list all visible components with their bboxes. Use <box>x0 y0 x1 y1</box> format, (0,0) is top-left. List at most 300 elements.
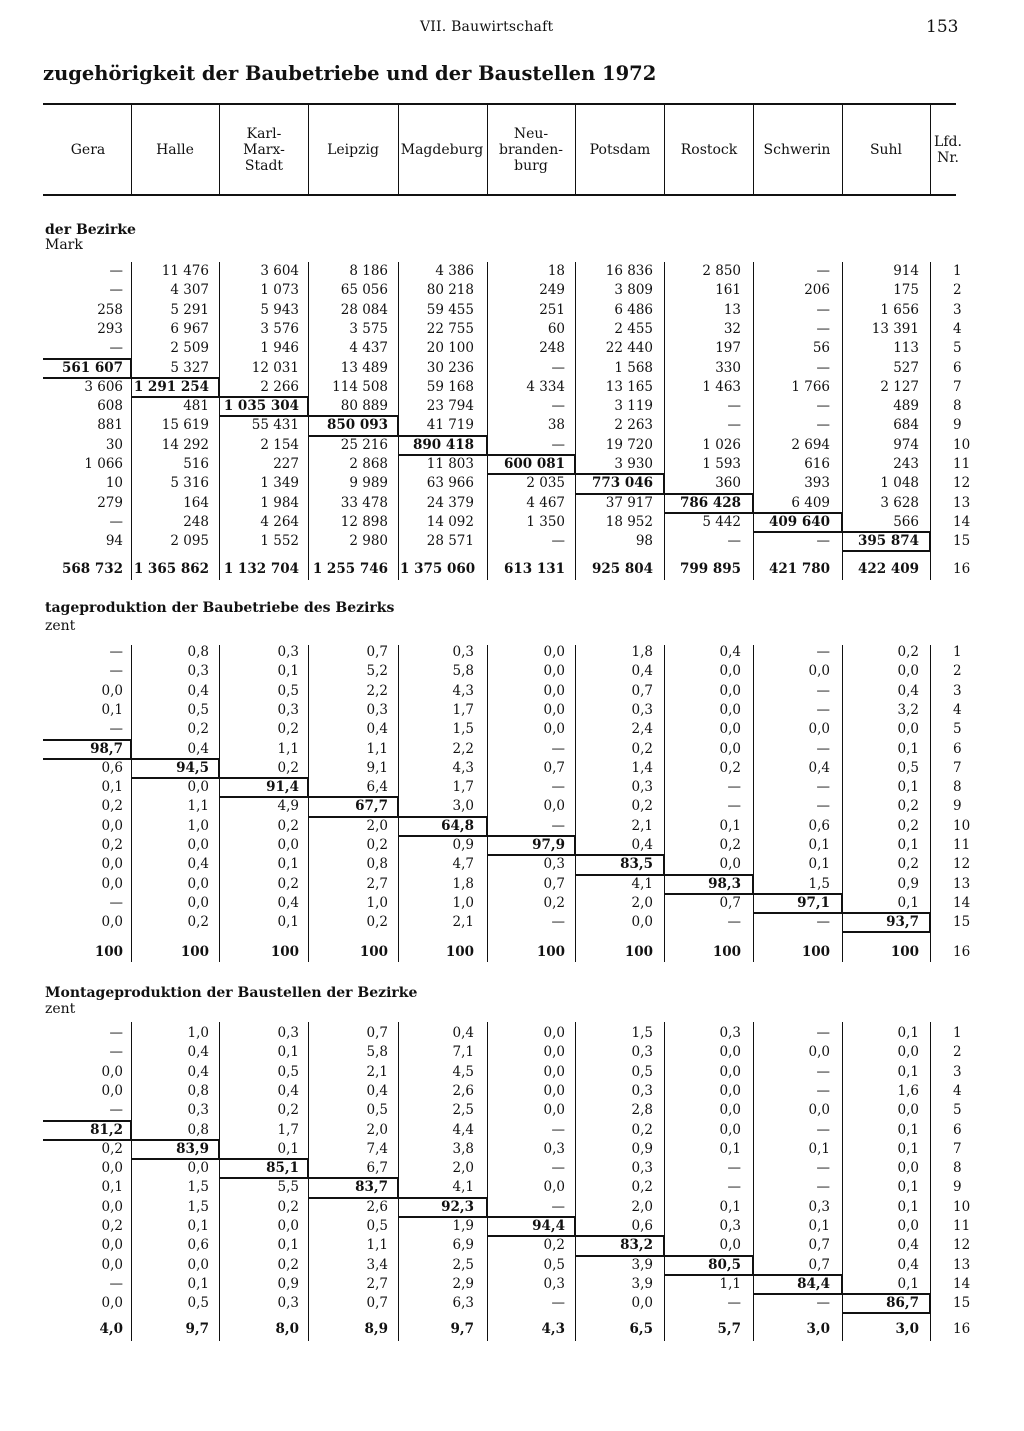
row-number: 3 <box>953 301 962 318</box>
column-header-gera <box>45 105 131 194</box>
table-cell: 94,5 <box>176 759 209 776</box>
table-cell: 1,5 <box>187 1179 209 1196</box>
table-cell: 1,5 <box>187 1198 209 1215</box>
table-cell: 0,0 <box>719 682 741 699</box>
table-cell: — <box>109 894 123 911</box>
row-number: 12 <box>953 1237 971 1254</box>
row-number: 16 <box>953 561 971 577</box>
table-cell: 0,0 <box>631 914 653 931</box>
total-cell: 100 <box>801 944 830 960</box>
table-cell: 1 349 <box>260 475 299 492</box>
row-number: 16 <box>953 944 971 960</box>
table-cell: 11 803 <box>426 456 474 472</box>
table-cell: 0,3 <box>631 1160 653 1177</box>
table-cell: — <box>816 1025 830 1041</box>
table-cell: 0,1 <box>719 817 741 834</box>
table-cell: 91,4 <box>266 779 299 796</box>
column-divider <box>487 262 488 580</box>
table-cell: — <box>816 682 830 699</box>
table-cell: 0,0 <box>101 1198 123 1215</box>
table-cell: 0,2 <box>101 1140 123 1157</box>
table-cell: 0,0 <box>543 798 565 815</box>
row-number: 14 <box>953 1275 971 1292</box>
column-header-halle <box>132 105 218 194</box>
table-cell: 0,6 <box>187 1237 209 1254</box>
column-header-neubrandenburg <box>488 105 574 194</box>
column-header-lfd-nr <box>928 105 968 194</box>
table-cell: — <box>816 1179 830 1196</box>
table-cell: 0,2 <box>897 856 919 873</box>
table-cell: 0,1 <box>897 837 919 853</box>
table-cell: 25 216 <box>340 436 388 453</box>
table-cell: 11 476 <box>161 263 209 279</box>
table-cell: 0,1 <box>101 1179 123 1196</box>
total-cell: 3,0 <box>895 1321 919 1337</box>
diagonal-highlight-box <box>842 912 931 933</box>
total-cell: 799 895 <box>679 561 741 577</box>
table-cell: 0,6 <box>808 817 830 834</box>
table-cell: 80 218 <box>426 282 474 299</box>
table-cell: 0,7 <box>366 1025 388 1041</box>
table-cell: 0,9 <box>631 1140 653 1157</box>
column-header-schwerin <box>754 105 840 194</box>
table-cell: 0,1 <box>277 1140 299 1157</box>
table-cell: 0,1 <box>897 1179 919 1196</box>
total-cell: 100 <box>712 944 741 960</box>
table-cell: 0,2 <box>543 894 565 911</box>
table-cell: 83,7 <box>355 1179 388 1196</box>
table-cell: 0,7 <box>631 682 653 699</box>
row-number: 12 <box>953 475 971 492</box>
section-title: Montageproduktion der Baustellen der Bezirke <box>45 985 418 1001</box>
table-cell: 0,2 <box>277 875 299 892</box>
table-cell: 30 <box>105 436 123 453</box>
table-cell: 0,0 <box>277 1218 299 1234</box>
diagonal-highlight-box <box>219 777 309 798</box>
table-cell: 0,3 <box>631 701 653 718</box>
table-cell: 0,2 <box>277 721 299 738</box>
table-cell: 23 794 <box>426 398 474 415</box>
table-cell: 1,0 <box>452 894 474 911</box>
table-cell: 0,1 <box>187 1275 209 1292</box>
table-cell: 3 119 <box>614 398 653 415</box>
table-cell: 0,1 <box>897 1025 919 1041</box>
table-cell: 4 307 <box>170 282 209 299</box>
row-number: 7 <box>953 759 962 776</box>
table-cell: 2,0 <box>366 1121 388 1138</box>
table-cell: 2,6 <box>366 1198 388 1215</box>
table-cell: 0,2 <box>101 798 123 815</box>
table-cell: 2,7 <box>366 875 388 892</box>
table-cell: — <box>551 1198 565 1215</box>
header-column-divider <box>664 105 665 194</box>
table-cell: 0,0 <box>719 1121 741 1138</box>
table-cell: 0,0 <box>543 721 565 738</box>
table-cell: 1 463 <box>702 378 741 395</box>
table-cell: 0,2 <box>543 1237 565 1254</box>
table-cell: 0,0 <box>101 1063 123 1080</box>
table-cell: 0,1 <box>897 1275 919 1292</box>
table-cell: 0,2 <box>897 644 919 660</box>
table-cell: — <box>816 263 830 279</box>
table-cell: 22 755 <box>426 320 474 337</box>
table-cell: — <box>109 282 123 299</box>
table-cell: 2 035 <box>526 475 565 492</box>
table-cell: 2 850 <box>702 263 741 279</box>
table-cell: 0,2 <box>719 837 741 853</box>
table-cell: 19 720 <box>605 436 653 453</box>
table-cell: — <box>816 359 830 376</box>
table-cell: — <box>727 533 741 550</box>
table-cell: 0,7 <box>543 759 565 776</box>
table-cell: 1 984 <box>260 494 299 511</box>
row-number: 6 <box>953 359 962 376</box>
table-cell: 6 967 <box>170 320 209 337</box>
table-cell: 14 292 <box>161 436 209 453</box>
table-cell: 2,0 <box>631 1198 653 1215</box>
total-cell: 1 132 704 <box>223 561 299 577</box>
table-cell: 2,2 <box>452 740 474 757</box>
table-cell: 22 440 <box>605 340 653 357</box>
row-number: 12 <box>953 856 971 873</box>
table-cell: 85,1 <box>266 1160 299 1177</box>
table-cell: 41 719 <box>426 417 474 434</box>
table-cell: 94 <box>105 533 123 550</box>
column-header-potsdam <box>577 105 663 194</box>
table-cell: 0,0 <box>543 663 565 680</box>
diagonal-highlight-box <box>398 1197 488 1218</box>
table-cell: 0,0 <box>543 682 565 699</box>
table-cell: 28 084 <box>340 301 388 318</box>
table-cell: 3 575 <box>349 320 388 337</box>
table-cell: 0,2 <box>631 1121 653 1138</box>
table-cell: 175 <box>893 282 919 299</box>
row-number: 13 <box>953 494 971 511</box>
diagonal-highlight-box <box>219 396 309 417</box>
table-cell: 4,1 <box>631 875 653 892</box>
diagonal-highlight-box <box>43 358 132 379</box>
table-cell: 786 428 <box>679 494 741 511</box>
column-header-label: Neu- branden- burg <box>498 125 563 174</box>
table-cell: 1 291 254 <box>133 378 209 395</box>
table-cell: 4,9 <box>277 798 299 815</box>
table-cell: — <box>551 533 565 550</box>
table-cell: 92,3 <box>441 1198 474 1215</box>
table-cell: 0,7 <box>808 1237 830 1254</box>
table-cell: 1,1 <box>366 1237 388 1254</box>
table-cell: 4 437 <box>349 340 388 357</box>
table-cell: 0,3 <box>631 1044 653 1061</box>
table-cell: 4 467 <box>526 494 565 511</box>
row-number: 9 <box>953 417 962 434</box>
table-cell: 6 409 <box>791 494 830 511</box>
table-cell: 1,1 <box>277 740 299 757</box>
total-cell: 8,0 <box>275 1321 299 1337</box>
diagonal-highlight-box <box>664 1255 754 1276</box>
row-number: 6 <box>953 1121 962 1138</box>
table-cell: 12 898 <box>340 513 388 530</box>
table-cell: 93,7 <box>886 914 919 931</box>
row-number: 3 <box>953 1063 962 1080</box>
table-cell: 2,1 <box>366 1063 388 1080</box>
table-cell: 13 391 <box>871 320 919 337</box>
table-cell: 0,3 <box>277 644 299 660</box>
table-cell: 0,3 <box>543 1140 565 1157</box>
total-cell: 925 804 <box>591 561 653 577</box>
diagonal-highlight-box <box>842 531 931 552</box>
table-cell: 0,6 <box>631 1218 653 1234</box>
table-cell: 1 656 <box>880 301 919 318</box>
table-cell: 6,9 <box>452 1237 474 1254</box>
total-cell: 9,7 <box>450 1321 474 1337</box>
column-divider <box>575 645 576 962</box>
table-cell: 0,4 <box>719 644 741 660</box>
column-header-suhl <box>843 105 929 194</box>
diagonal-highlight-box <box>575 473 665 494</box>
table-cell: 0,3 <box>808 1198 830 1215</box>
table-cell: — <box>551 817 565 834</box>
row-number: 2 <box>953 282 962 299</box>
table-cell: 2 127 <box>880 378 919 395</box>
diagonal-highlight-box <box>308 415 399 436</box>
diagonal-highlight-box <box>398 816 488 837</box>
table-cell: 6,7 <box>366 1160 388 1177</box>
section-unit: zent <box>45 618 76 634</box>
table-cell: 1,1 <box>719 1275 741 1292</box>
table-cell: 1 035 304 <box>223 398 299 415</box>
table-cell: 248 <box>183 513 209 530</box>
table-cell: 97,1 <box>797 894 830 911</box>
table-cell: — <box>109 1102 123 1119</box>
column-divider <box>487 1022 488 1341</box>
table-cell: — <box>727 1295 741 1312</box>
table-cell: 2,5 <box>452 1256 474 1273</box>
table-cell: 0,2 <box>277 759 299 776</box>
total-cell: 3,0 <box>806 1321 830 1337</box>
table-cell: — <box>816 740 830 757</box>
table-cell: 0,1 <box>897 1198 919 1215</box>
diagonal-highlight-box <box>753 1274 843 1295</box>
row-number: 4 <box>953 701 962 718</box>
table-cell: — <box>816 798 830 815</box>
table-cell: 0,3 <box>719 1218 741 1234</box>
table-cell: 0,5 <box>187 701 209 718</box>
table-cell: 0,1 <box>808 1140 830 1157</box>
diagonal-highlight-box <box>487 1216 576 1237</box>
table-cell: 4,1 <box>452 1179 474 1196</box>
table-cell: 13 489 <box>340 359 388 376</box>
table-cell: — <box>727 798 741 815</box>
column-header-label: Rostock <box>680 141 738 158</box>
table-cell: 393 <box>804 475 830 492</box>
table-cell: 3 606 <box>84 378 123 395</box>
table-cell: 0,0 <box>187 779 209 796</box>
table-cell: 2 694 <box>791 436 830 453</box>
table-cell: 32 <box>723 320 741 337</box>
table-cell: 5,8 <box>366 1044 388 1061</box>
column-divider <box>575 1022 576 1341</box>
table-cell: 86,7 <box>886 1295 919 1312</box>
row-number: 9 <box>953 798 962 815</box>
table-cell: 3 604 <box>260 263 299 279</box>
table-cell: 114 508 <box>332 378 388 395</box>
total-cell: 100 <box>270 944 299 960</box>
table-cell: 0,0 <box>543 1102 565 1119</box>
table-cell: — <box>816 1121 830 1138</box>
table-cell: — <box>109 340 123 357</box>
row-number: 8 <box>953 398 962 415</box>
column-divider <box>219 645 220 962</box>
table-cell: — <box>727 417 741 434</box>
table-cell: 7,4 <box>366 1140 388 1157</box>
table-cell: 4,3 <box>452 682 474 699</box>
table-cell: 18 <box>547 263 565 279</box>
table-cell: 5 327 <box>170 359 209 376</box>
table-cell: 0,2 <box>719 759 741 776</box>
table-cell: 98,7 <box>90 740 123 757</box>
table-cell: 2,9 <box>452 1275 474 1292</box>
table-cell: 56 <box>812 340 830 357</box>
table-cell: 37 917 <box>605 494 653 511</box>
row-number: 8 <box>953 779 962 796</box>
table-cell: 0,1 <box>897 1140 919 1157</box>
table-cell: 28 571 <box>426 533 474 550</box>
column-header-label: Karl- Marx- Stadt <box>243 125 285 174</box>
table-cell: 4,4 <box>452 1121 474 1138</box>
table-cell: 83,9 <box>176 1140 209 1157</box>
table-cell: 55 431 <box>251 417 299 434</box>
section-unit: zent <box>45 1001 76 1017</box>
table-cell: 0,3 <box>452 644 474 660</box>
table-cell: 616 <box>804 456 830 472</box>
table-cell: 5,5 <box>277 1179 299 1196</box>
table-cell: 98,3 <box>708 875 741 892</box>
table-cell: — <box>816 320 830 337</box>
table-cell: 0,4 <box>187 856 209 873</box>
table-cell: 2,1 <box>452 914 474 931</box>
table-cell: 0,0 <box>543 1179 565 1196</box>
table-cell: — <box>551 359 565 376</box>
table-cell: — <box>109 263 123 279</box>
table-cell: 0,4 <box>187 1063 209 1080</box>
table-cell: 0,4 <box>452 1025 474 1041</box>
total-cell: 100 <box>180 944 209 960</box>
column-header-label: Schwerin <box>763 141 831 158</box>
table-cell: 0,2 <box>897 817 919 834</box>
total-cell: 421 780 <box>768 561 830 577</box>
table-cell: 1 593 <box>702 456 741 472</box>
total-cell: 1 255 746 <box>312 561 388 577</box>
table-cell: 330 <box>715 359 741 376</box>
table-cell: 3 628 <box>880 494 919 511</box>
table-cell: 0,0 <box>187 1256 209 1273</box>
table-cell: 1 552 <box>260 533 299 550</box>
total-cell: 422 409 <box>857 561 919 577</box>
total-cell: 100 <box>624 944 653 960</box>
table-cell: 6 486 <box>614 301 653 318</box>
table-cell: — <box>551 398 565 415</box>
diagonal-highlight-box <box>131 377 220 398</box>
table-cell: 164 <box>183 494 209 511</box>
table-cell: 0,0 <box>187 875 209 892</box>
table-cell: — <box>727 914 741 931</box>
table-cell: 0,3 <box>719 1025 741 1041</box>
table-cell: 0,3 <box>187 663 209 680</box>
total-cell: 100 <box>536 944 565 960</box>
table-cell: 0,0 <box>543 1044 565 1061</box>
table-cell: 890 418 <box>412 436 474 453</box>
table-cell: 0,5 <box>277 682 299 699</box>
table-cell: 0,0 <box>101 856 123 873</box>
table-cell: 0,0 <box>187 1160 209 1177</box>
table-cell: 4,7 <box>452 856 474 873</box>
table-cell: 773 046 <box>591 475 653 492</box>
table-cell: 251 <box>539 301 565 318</box>
column-divider <box>753 645 754 962</box>
table-cell: 0,0 <box>897 721 919 738</box>
table-cell: 1 946 <box>260 340 299 357</box>
table-cell: 395 874 <box>857 533 919 550</box>
table-cell: 1,7 <box>452 701 474 718</box>
table-cell: 4 386 <box>435 263 474 279</box>
row-number: 4 <box>953 320 962 337</box>
table-cell: — <box>109 644 123 660</box>
table-cell: 0,4 <box>187 682 209 699</box>
table-cell: 0,3 <box>187 1102 209 1119</box>
row-number: 11 <box>953 1218 971 1234</box>
table-cell: 0,4 <box>631 837 653 853</box>
row-number: 14 <box>953 894 971 911</box>
table-cell: 0,4 <box>897 682 919 699</box>
table-cell: 2,0 <box>366 817 388 834</box>
table-cell: 0,0 <box>101 682 123 699</box>
row-number: 15 <box>953 914 971 931</box>
section-title: tageproduktion der Baubetriebe des Bezirks <box>45 600 395 616</box>
table-cell: 0,1 <box>897 779 919 796</box>
table-cell: 0,1 <box>719 1198 741 1215</box>
table-cell: 974 <box>893 436 919 453</box>
table-cell: 0,1 <box>897 894 919 911</box>
table-cell: — <box>109 1025 123 1041</box>
table-cell: 15 619 <box>161 417 209 434</box>
table-cell: 0,0 <box>719 1063 741 1080</box>
table-cell: 0,0 <box>543 1082 565 1099</box>
table-cell: 0,1 <box>277 1044 299 1061</box>
table-cell: 0,1 <box>897 1063 919 1080</box>
table-cell: 0,0 <box>101 1082 123 1099</box>
table-cell: 64,8 <box>441 817 474 834</box>
column-header-label: Leipzig <box>327 141 379 158</box>
table-cell: — <box>816 417 830 434</box>
table-cell: 0,3 <box>277 1295 299 1312</box>
table-cell: 8 186 <box>349 263 388 279</box>
table-cell: 3,0 <box>452 798 474 815</box>
table-cell: 608 <box>97 398 123 415</box>
diagonal-highlight-box <box>487 835 576 856</box>
table-cell: 0,2 <box>631 798 653 815</box>
table-cell: 0,1 <box>277 1237 299 1254</box>
table-cell: 16 836 <box>605 263 653 279</box>
column-header-label: Suhl <box>869 141 903 158</box>
diagonal-highlight-box <box>842 1293 931 1314</box>
total-cell: 4,0 <box>99 1321 123 1337</box>
total-cell: 100 <box>94 944 123 960</box>
table-cell: 60 <box>547 320 565 337</box>
table-cell: 0,0 <box>719 1044 741 1061</box>
column-header-magdeburg <box>398 105 486 194</box>
table-cell: 3 930 <box>614 456 653 472</box>
row-number: 5 <box>953 1102 962 1119</box>
